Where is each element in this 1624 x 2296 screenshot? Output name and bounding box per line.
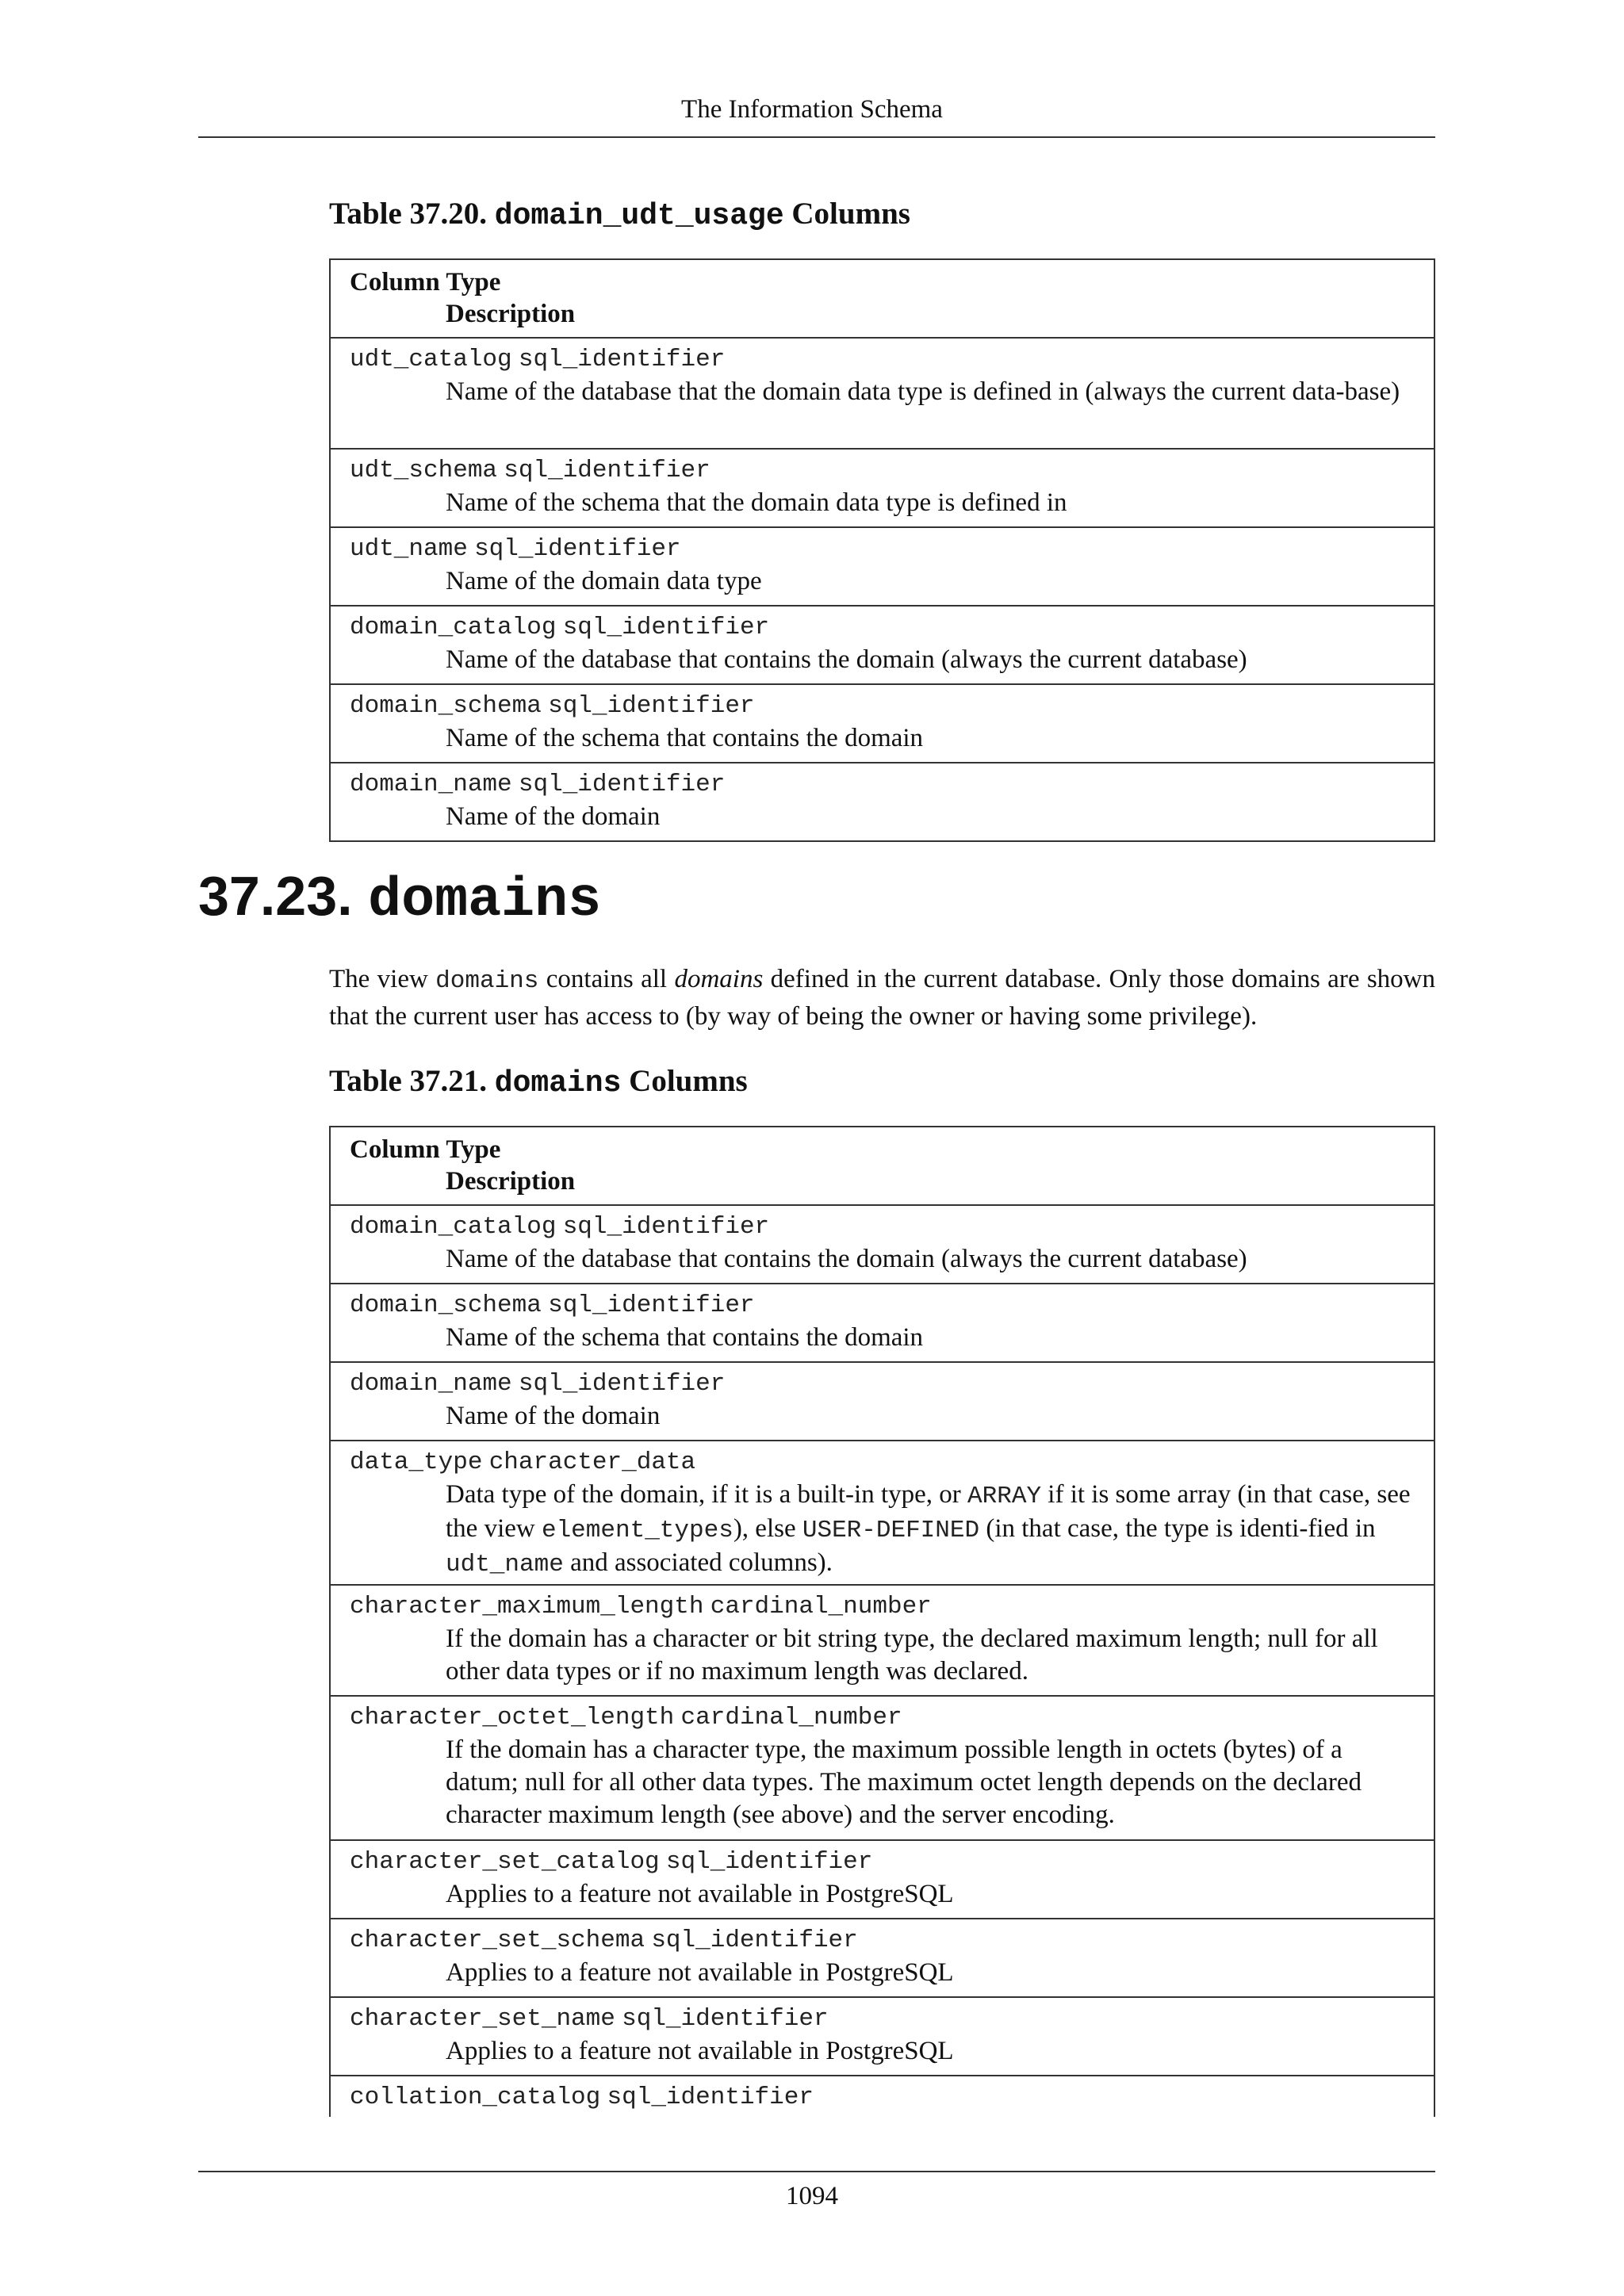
intro-emphasis: domains — [674, 965, 764, 993]
table-row — [331, 1361, 1434, 1440]
section-title-code: domains — [368, 870, 602, 932]
row-description: Name of the schema that contains the domain — [446, 1323, 924, 1352]
row-description: Applies to a feature not available in PostgreSQL — [446, 2037, 954, 2065]
row-description: Name of the database that the domain data type is defined in (always the current data-base) — [446, 377, 1400, 406]
row-term — [350, 2001, 1415, 2035]
column-name: character_set_catalog — [350, 1848, 660, 1876]
column-type: sql_identifier — [562, 614, 770, 641]
table-37-20 — [329, 258, 1435, 842]
footer-rule — [198, 2171, 1435, 2172]
column-name: character_set_schema — [350, 1927, 645, 1954]
column-type: cardinal_number — [710, 1593, 932, 1621]
table-row — [331, 1918, 1434, 1996]
column-type: sql_identifier — [622, 2005, 829, 2033]
description-heading: Description — [446, 1167, 576, 1196]
row-term — [350, 1366, 1415, 1400]
column-type: sql_identifier — [474, 535, 681, 563]
row-term — [350, 767, 1415, 801]
desc-code: udt_name — [446, 1551, 564, 1578]
desc-text: and associated columns). — [563, 1548, 833, 1577]
row-description: Name of the database that contains the domain (always the current database) — [446, 645, 1247, 674]
intro-code: domains — [435, 967, 539, 995]
desc-text: Data type of the domain, if it is a built-in type, or — [446, 1480, 968, 1509]
table-37-21 — [329, 1126, 1435, 2117]
row-term — [350, 1445, 1415, 1479]
caption-prefix: Table 37.20. — [329, 197, 495, 231]
table-row — [331, 1839, 1434, 1918]
table-row — [331, 1204, 1434, 1283]
row-term — [350, 453, 1415, 487]
desc-text: if it is some array (in that case, see the view — [446, 1480, 1411, 1543]
column-type: sql_identifier — [548, 692, 755, 720]
column-name: character_maximum_length — [350, 1593, 704, 1621]
table-row — [331, 605, 1434, 683]
row-description: Name of the domain — [446, 1402, 661, 1430]
column-name: domain_catalog — [350, 1213, 557, 1241]
column-name: udt_schema — [350, 457, 498, 484]
intro-text: contains all — [538, 965, 675, 993]
description-heading: Description — [446, 300, 576, 328]
row-description: If the domain has a character type, the maximum possible length in octets (bytes) of a datum; null for all other data types. The maximum octet length depends on the declared character maximum length (see above) and the server encoding. — [446, 1735, 1362, 1829]
header-rule — [198, 136, 1435, 138]
row-term — [350, 1589, 1415, 1623]
table-row — [331, 1996, 1434, 2075]
row-term — [350, 531, 1415, 565]
desc-text: (in that case, the type is identi-fied in — [979, 1514, 1376, 1543]
table-row — [331, 1695, 1434, 1839]
table-row — [331, 1440, 1434, 1584]
desc-code: USER-DEFINED — [802, 1517, 980, 1544]
caption-code: domains — [494, 1066, 622, 1100]
table-header-row — [331, 260, 1434, 337]
row-description: Applies to a feature not available in PostgreSQL — [446, 1958, 954, 1987]
row-term — [350, 610, 1415, 644]
column-type: sql_identifier — [562, 1213, 770, 1241]
column-type-heading: Column Type — [350, 268, 501, 297]
table-row — [331, 2075, 1434, 2117]
row-term — [350, 1923, 1415, 1957]
column-name: domain_catalog — [350, 614, 557, 641]
caption-prefix: Table 37.21. — [329, 1064, 495, 1098]
row-description: Name of the domain — [446, 802, 661, 831]
row-term — [350, 1288, 1415, 1322]
column-type: sql_identifier — [518, 771, 726, 798]
row-description: Name of the schema that contains the domain — [446, 724, 924, 752]
column-type: sql_identifier — [548, 1292, 755, 1319]
section-number: 37.23. — [198, 865, 369, 927]
row-term — [350, 342, 1415, 376]
column-type: sql_identifier — [651, 1927, 858, 1954]
table-row — [331, 448, 1434, 526]
column-name: domain_name — [350, 1370, 512, 1398]
row-description: Applies to a feature not available in PostgreSQL — [446, 1880, 954, 1908]
section-heading — [198, 863, 601, 935]
column-name: udt_name — [350, 535, 468, 563]
table-row — [331, 1283, 1434, 1361]
column-type: sql_identifier — [504, 457, 710, 484]
row-term — [350, 2080, 1415, 2114]
page-number: 1094 — [786, 2182, 838, 2210]
table-row — [331, 526, 1434, 605]
column-name: domain_schema — [350, 1292, 542, 1319]
table-row — [331, 337, 1434, 448]
table-row — [331, 1584, 1434, 1695]
intro-text: defined in the current database. Only those domains are shown that the current user has access to (by way of being the owner or having some privilege). — [329, 965, 1435, 1031]
row-description: Name of the database that contains the domain (always the current database) — [446, 1245, 1247, 1273]
row-description: If the domain has a character or bit string type, the declared maximum length; null for all other data types or if no maximum length was declared. — [446, 1624, 1378, 1686]
column-name: udt_catalog — [350, 346, 512, 373]
intro-paragraph — [329, 962, 1435, 1034]
column-name: character_set_name — [350, 2005, 615, 2033]
column-type: cardinal_number — [680, 1704, 902, 1732]
table-row — [331, 762, 1434, 840]
column-type: sql_identifier — [518, 346, 726, 373]
caption-code: domain_udt_usage — [494, 199, 784, 233]
table-header-row — [331, 1127, 1434, 1204]
table-row — [331, 683, 1434, 762]
column-type: sql_identifier — [518, 1370, 726, 1398]
column-type: sql_identifier — [607, 2084, 814, 2111]
row-description — [350, 1479, 1415, 1581]
running-header: The Information Schema — [681, 95, 943, 124]
desc-code: ARRAY — [967, 1483, 1042, 1510]
caption-suffix: Columns — [621, 1064, 748, 1098]
intro-text: The view — [329, 965, 436, 993]
row-description: Name of the schema that the domain data type is defined in — [446, 488, 1067, 517]
caption-suffix: Columns — [783, 197, 910, 231]
column-name: domain_name — [350, 771, 512, 798]
desc-code: element_types — [541, 1517, 733, 1544]
row-term — [350, 1209, 1415, 1243]
column-name: data_type — [350, 1448, 483, 1476]
column-name: collation_catalog — [350, 2084, 601, 2111]
desc-text: ), else — [733, 1514, 802, 1543]
column-type: character_data — [488, 1448, 696, 1476]
row-term — [350, 1700, 1415, 1734]
row-description: Name of the domain data type — [446, 567, 762, 595]
table-37-21-caption — [329, 1062, 748, 1103]
row-term — [350, 1844, 1415, 1878]
column-type: sql_identifier — [665, 1848, 873, 1876]
column-name: character_octet_length — [350, 1704, 675, 1732]
row-term — [350, 688, 1415, 722]
column-name: domain_schema — [350, 692, 542, 720]
table-37-20-caption — [329, 195, 910, 235]
column-type-heading: Column Type — [350, 1135, 501, 1164]
